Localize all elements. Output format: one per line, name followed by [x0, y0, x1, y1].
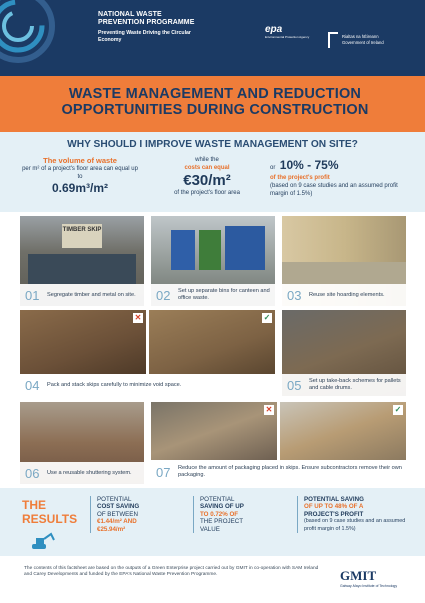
- skip-shape: [28, 254, 136, 284]
- stat-profit-value: 10% - 75%: [279, 158, 339, 172]
- result1-line5: €25.94/m²: [97, 525, 126, 533]
- stat-costs-orange: costs can equal: [184, 165, 230, 171]
- stat-waste-volume: [20, 156, 140, 195]
- result-cost-saving: [90, 496, 177, 533]
- tile-01-caption: [20, 284, 144, 306]
- result-project-value: [193, 496, 280, 533]
- stat-waste-value: 0.69m³/m²: [51, 181, 109, 195]
- stat-waste-lead: The volume of waste: [43, 156, 117, 165]
- tile-07-photo-good: [280, 402, 406, 460]
- tile-06-text: Use a reusable shuttering system.: [47, 469, 132, 476]
- result1-line1: POTENTIAL: [97, 496, 132, 503]
- result-profit: [297, 496, 414, 533]
- why-title: WHY SHOULD I IMPROVE WASTE MANAGEMENT ON SITE?: [67, 139, 358, 150]
- header: [0, 0, 425, 76]
- cross-icon: ✕: [265, 405, 273, 414]
- large-bin-shape: [225, 226, 265, 270]
- stat-profit-tail: (based on 9 case studies and an assumed profit margin of 1.5%): [270, 183, 398, 197]
- tile-04-text: Pack and stack skips carefully to minimize void space.: [47, 381, 182, 388]
- tile-02-number: 02: [156, 287, 171, 303]
- tile-02-caption: [151, 284, 275, 306]
- tile-05: [282, 310, 406, 396]
- tile-01: [20, 216, 144, 306]
- green-bin-shape: [199, 230, 221, 270]
- tile-05-caption: [282, 374, 406, 396]
- tile-05-text: Set up take-back schemes for pallets and cable drums.: [309, 378, 401, 391]
- results-title: [22, 498, 77, 526]
- tile-06-caption: [20, 462, 144, 484]
- epa-logo-text: epa: [265, 24, 283, 35]
- tile-04-caption: [20, 374, 275, 396]
- tile-07: [151, 402, 406, 484]
- page-title: WASTE MANAGEMENT AND REDUCTION OPPORTUNITIES DURING CONSTRUCTION: [61, 86, 369, 118]
- harp-icon: [328, 32, 338, 48]
- programme-title: NATIONAL WASTE PREVENTION PROGRAMME: [98, 11, 195, 26]
- epa-logo-subtext: Environmental Protection Agency: [265, 35, 310, 39]
- gmit-logo: GMIT: [340, 568, 377, 583]
- header-text: [98, 11, 208, 44]
- footer-text: The contents of this factsheet are based on the outputs of a Green Enterprise project carried out by GMIT in co-operation with SAM Ireland and Carey Developments and funded by the EPA's National Waste Prevention Programme.: [24, 566, 319, 578]
- result1-line3: OF BETWEEN: [97, 510, 138, 518]
- result3-line4: (based on 9 case studies and an assumed profit margin of 1.5%): [304, 518, 406, 532]
- blue-bin-shape: [171, 230, 195, 270]
- result3-line3: PROJECT'S PROFIT: [304, 510, 364, 518]
- tile-02-text: Set up separate bins for canteen and office waste.: [178, 288, 270, 301]
- tile-06: [20, 402, 144, 484]
- stat-costs-value: €30/m²: [183, 172, 231, 189]
- stat-waste-desc: per m² of a project's floor area can equal up to: [22, 166, 138, 180]
- check-icon: ✓: [263, 313, 271, 322]
- programme-logo-icon: [0, 0, 58, 66]
- tile-06-number: 06: [25, 465, 40, 481]
- result1-line2: COST SAVING: [97, 503, 140, 511]
- tile-01-number: 01: [25, 287, 40, 303]
- hoarding-ground: [282, 262, 406, 284]
- why-section: [0, 132, 425, 212]
- title-banner: [0, 76, 425, 132]
- tile-07-photo-bad: [151, 402, 277, 460]
- stat-costs-lead: while the: [195, 157, 219, 163]
- stat-profit-orange: of the project's profit: [270, 175, 330, 181]
- tile-04-photo-bad: [20, 310, 146, 374]
- stat-costs: [152, 156, 262, 197]
- timber-skip-sign: TIMBER SKIP: [62, 224, 102, 248]
- tile-05-number: 05: [287, 377, 302, 393]
- tile-03-number: 03: [287, 287, 302, 303]
- result2-line1: POTENTIAL: [200, 496, 235, 503]
- epa-logo: [265, 24, 309, 39]
- check-icon: ✓: [394, 405, 402, 414]
- programme-subtitle: Preventing Waste Driving the Circular Economy: [98, 30, 191, 43]
- results-title-line1: THE: [22, 498, 46, 512]
- tile-03: [282, 216, 406, 306]
- tile-04-number: 04: [25, 377, 40, 393]
- government-logo-text: Rialtas na hÉireann Government of Ireland: [342, 34, 384, 45]
- result1-line4: €1.44/m² AND: [97, 518, 137, 526]
- tile-02: [151, 216, 275, 306]
- excavator-icon: [30, 532, 56, 550]
- stat-profit: [270, 156, 410, 198]
- tile-03-text: Reuse site hoarding elements.: [309, 291, 385, 298]
- result3-line1: POTENTIAL SAVING: [304, 496, 364, 503]
- result2-line2: SAVING OF UP: [200, 503, 244, 511]
- tile-07-text: Reduce the amount of packaging placed in skips. Ensure subcontractors remove their own packaging.: [178, 465, 402, 478]
- tile-07-caption: [151, 460, 406, 484]
- result3-line2: OF UP TO 48% OF A: [304, 503, 364, 511]
- tile-04: [20, 310, 275, 396]
- result2-line3: TO 0.72% OF: [200, 510, 239, 518]
- stat-profit-lead: or: [270, 165, 276, 171]
- cross-icon: ✕: [134, 313, 142, 322]
- results-title-line2: RESULTS: [22, 512, 78, 526]
- gmit-logo-subtext: Galway-Mayo Institute of Technology: [340, 584, 398, 588]
- stat-costs-tail: of the project's floor area: [174, 190, 240, 196]
- tile-07-number: 07: [156, 464, 171, 480]
- result2-line5: VALUE: [200, 525, 220, 533]
- tile-04-photo-good: [149, 310, 275, 374]
- tile-01-text: Segregate timber and metal on site.: [47, 291, 136, 298]
- results-section: [0, 488, 425, 556]
- tile-03-caption: [282, 284, 406, 306]
- result2-line4: THE PROJECT: [200, 518, 243, 526]
